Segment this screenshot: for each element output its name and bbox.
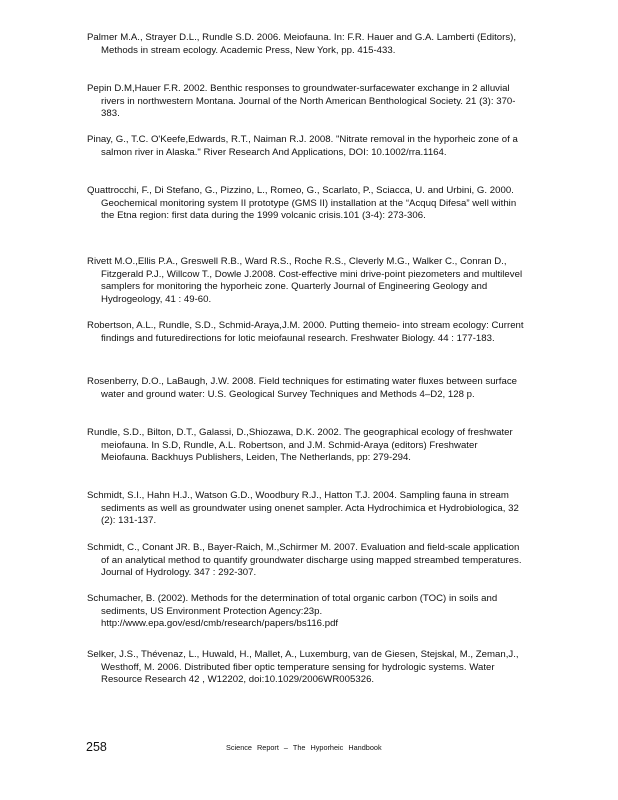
page-number: 258 — [86, 740, 107, 754]
reference-entry: Schmidt, C., Conant JR. B., Bayer-Raich, M.,Schirmer M. 2007. Evaluation and field-scale application of an analytical method to quantify groundwater discharge using mapped streambed temperatures. Journal of Hydrology. 347 : 292-307. — [87, 542, 522, 579]
reference-entry: Rundle, S.D., Bilton, D.T., Galassi, D.,Shiozawa, D.K. 2002. The geographical ecology of freshwater meiofauna. In S.D, Rundle, A.L. Robertson, and J.M. Schmid-Araya (editors) Freshwater Meiofauna. Backhuys Publishers, Leiden, The Netherlands, pp: 279-294. — [87, 427, 513, 464]
reference-entry: Schmidt, S.I., Hahn H.J., Watson G.D., Woodbury R.J., Hatton T.J. 2004. Sampling fauna in stream sediments as well as groundwater using onenet sampler. Acta Hydrochimica et Hydrobiologica, 32 (2): 131-137. — [87, 490, 519, 527]
reference-entry: Rosenberry, D.O., LaBaugh, J.W. 2008. Field techniques for estimating water fluxes between surface water and ground water: U.S. Geological Survey Techniques and Methods 4–D2, 128 p. — [87, 376, 517, 400]
reference-entry: Rivett M.O.,Ellis P.A., Greswell R.B., Ward R.S., Roche R.S., Cleverly M.G., Walker C., Conran D., Fitzgerald P.J., Willcow T., Dowle J.2008. Cost-effective mini drive-point piezometers and multilevel samplers for monitoring the hyporheic zone. Quarterly Journal of Engineering Geology and Hydrogeology, 41 : 49-60. — [87, 256, 523, 305]
reference-entry: Selker, J.S., Thévenaz, L., Huwald, H., Mallet, A., Luxemburg, van de Giesen, Stejskal, M., Zeman,J., Westhoff, M. 2006. Distributed fiber optic temperature sensing for hydrologic systems. Water Resource Research 42 , W12202, doi:10.1029/2006WR005326. — [87, 649, 519, 686]
reference-entry: Palmer M.A., Strayer D.L., Rundle S.D. 2006. Meiofauna. In: F.R. Hauer and G.A. Lamberti (Editors), Methods in stream ecology. Academic Press, New York, pp. 415-433. — [87, 32, 517, 56]
running-footer-title: Science Report – The Hyporheic Handbook — [226, 743, 382, 752]
reference-entry: Schumacher, B. (2002). Methods for the determination of total organic carbon (TOC) in soils and sediments, US Environment Protection Agency:23p. http://www.epa.gov/esd/cmb/research/papers/bs116.pdf — [87, 593, 498, 630]
reference-entry: Pinay, G., T.C. O'Keefe,Edwards, R.T., Naiman R.J. 2008. "Nitrate removal in the hyporheic zone of a salmon river in Alaska." River Research And Applications, DOI: 10.1002/rra.1164. — [87, 134, 518, 158]
reference-entry: Pepin D.M,Hauer F.R. 2002. Benthic responses to groundwater-surfacewater exchange in 2 alluvial rivers in northwestern Montana. Journal of the North American Benthological Society. 21 (3): 370-383. — [87, 83, 516, 120]
reference-entry: Quattrocchi, F., Di Stefano, G., Pizzino, L., Romeo, G., Scarlato, P., Sciacca, U. and Urbini, G. 2000. Geochemical monitoring system II prototype (GMS II) installation at the “Acquq Difesa” well within the Etna region: first data during the 1999 volcanic crisis.101 (3-4): 273-306. — [87, 185, 517, 222]
reference-entry: Robertson, A.L., Rundle, S.D., Schmid-Araya,J.M. 2000. Putting themeio- into stream ecology: Current findings and futuredirections for lotic meiofaunal research. Freshwater Biology. 44 : 177-183. — [87, 320, 524, 344]
